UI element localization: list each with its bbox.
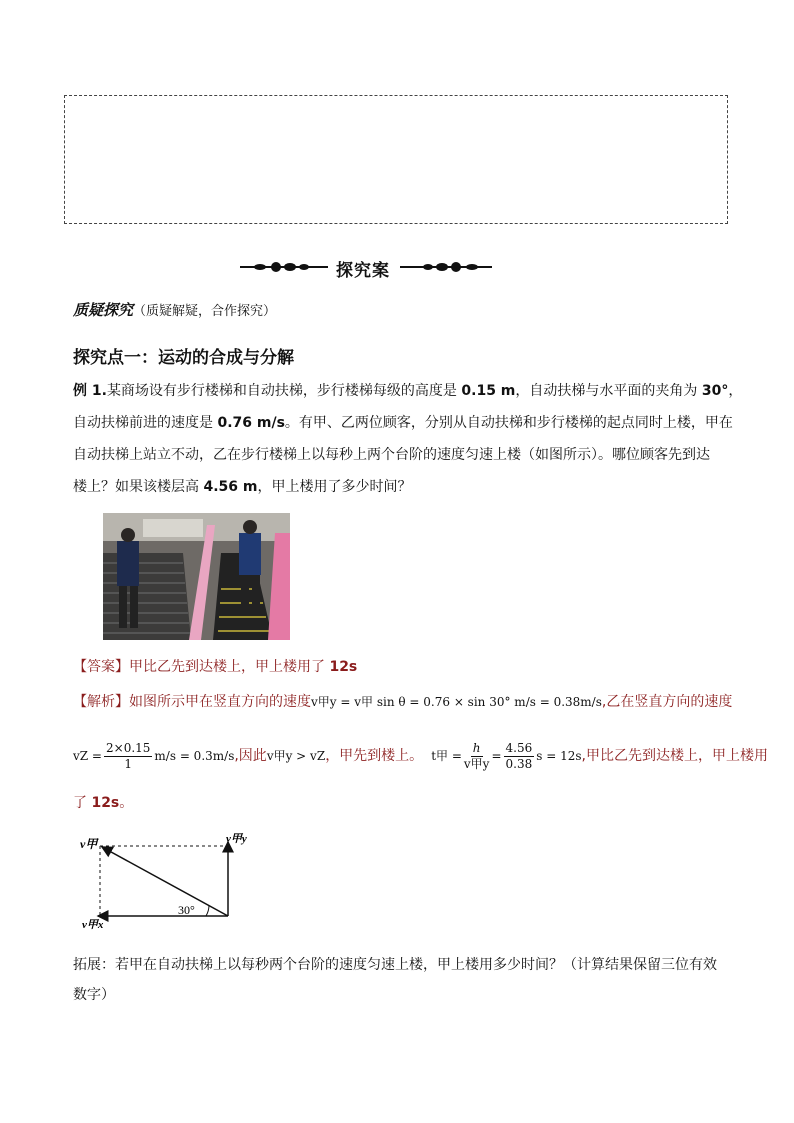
text: ,甲比乙先到达楼上，甲上楼用 <box>581 748 768 764</box>
text: ，甲上楼用了多少时间？ <box>257 479 412 495</box>
text: 某商场设有步行楼梯和自动扶梯，步行楼梯每级的高度是 <box>106 383 457 399</box>
extension-line-1: 拓展：若甲在自动扶梯上以每秒两个台阶的速度匀速上楼，甲上楼用多少时间？（计算结果保留三位有效 <box>73 957 717 973</box>
formula-vertical-speed: v甲y = v甲 sin θ = 0.76 × sin 30° m/s = 0.38m/s <box>311 695 602 709</box>
text: 了 <box>73 795 87 811</box>
label-vx: v甲x <box>82 919 104 931</box>
example-line-4 <box>73 477 411 497</box>
text: 自动扶梯前进的速度是 <box>73 415 213 431</box>
inquiry-label: 质疑探究 <box>73 301 134 319</box>
example-line-1 <box>73 381 742 401</box>
topic-heading: 探究点一：运动的合成与分解 <box>73 348 294 368</box>
example-line-2 <box>73 413 733 433</box>
answer-tag: 【答案】 <box>73 659 129 675</box>
text: ， <box>728 383 743 399</box>
value-speed: 0.76 m/s <box>217 415 285 431</box>
text: 。 <box>119 795 134 811</box>
result-value: 12s <box>91 795 120 811</box>
answer-value: 12s <box>329 659 358 675</box>
formula-compare: v甲y > vZ <box>266 749 326 763</box>
label-vy: v甲y <box>226 833 247 845</box>
answer-text: 甲比乙先到达楼上，甲上楼用了 <box>129 659 325 675</box>
numerator: 2×0.15 <box>106 740 151 755</box>
analysis-tag: 【解析】 <box>73 694 129 710</box>
numerator: h <box>472 740 481 755</box>
analysis-line-3 <box>73 793 133 813</box>
inquiry-line <box>73 300 276 322</box>
denominator: 0.38 <box>505 756 533 771</box>
velocity-diagram <box>78 828 258 938</box>
example-line-3: 自动扶梯上站立不动，乙在步行楼梯上以每秒上两个台阶的速度匀速上楼（如图所示）。哪位顾客先到达 <box>73 447 710 463</box>
formula-vz-lhs: vZ = <box>73 749 102 763</box>
label-angle: 30° <box>178 903 195 917</box>
equals: = <box>491 749 502 763</box>
value-angle: 30° <box>701 383 729 399</box>
inquiry-note: （质疑解疑，合作探究） <box>133 304 277 319</box>
numerator: 4.56 <box>505 740 533 755</box>
text: ,乙在竖直方向的速度 <box>601 694 733 710</box>
text: 如图所示甲在竖直方向的速度 <box>129 694 311 710</box>
escalator-photo <box>103 513 290 640</box>
text: ，自动扶梯与水平面的夹角为 <box>515 383 698 399</box>
value-step-height: 0.15 m <box>461 383 516 399</box>
fraction-numeric <box>504 741 535 772</box>
notes-box <box>64 95 728 224</box>
label-v: v甲 <box>80 837 98 851</box>
text: ，甲先到楼上。 <box>325 748 424 764</box>
denominator: v甲y <box>463 756 490 771</box>
denominator: 1 <box>124 756 133 771</box>
extension-line-2: 数字） <box>73 987 115 1003</box>
formula-vz-rhs: m/s = 0.3m/s <box>154 749 235 763</box>
analysis-line-2 <box>73 738 768 774</box>
value-floor-height: 4.56 m <box>203 479 258 495</box>
text: 楼上？如果该楼层高 <box>73 479 199 495</box>
formula-time-lhs: t甲 = <box>431 749 462 763</box>
example-label: 例 1. <box>73 383 107 399</box>
text: 。有甲、乙两位顾客，分别从自动扶梯和步行楼梯的起点同时上楼，甲在 <box>284 415 733 431</box>
text: ,因此 <box>234 748 267 764</box>
fraction-h-over-v <box>464 741 490 772</box>
fraction-vz <box>104 741 152 772</box>
analysis-line-1 <box>73 692 732 712</box>
section-title: 探究案 <box>336 261 390 281</box>
formula-time-result: s = 12s <box>536 749 582 763</box>
answer-line <box>73 657 357 677</box>
